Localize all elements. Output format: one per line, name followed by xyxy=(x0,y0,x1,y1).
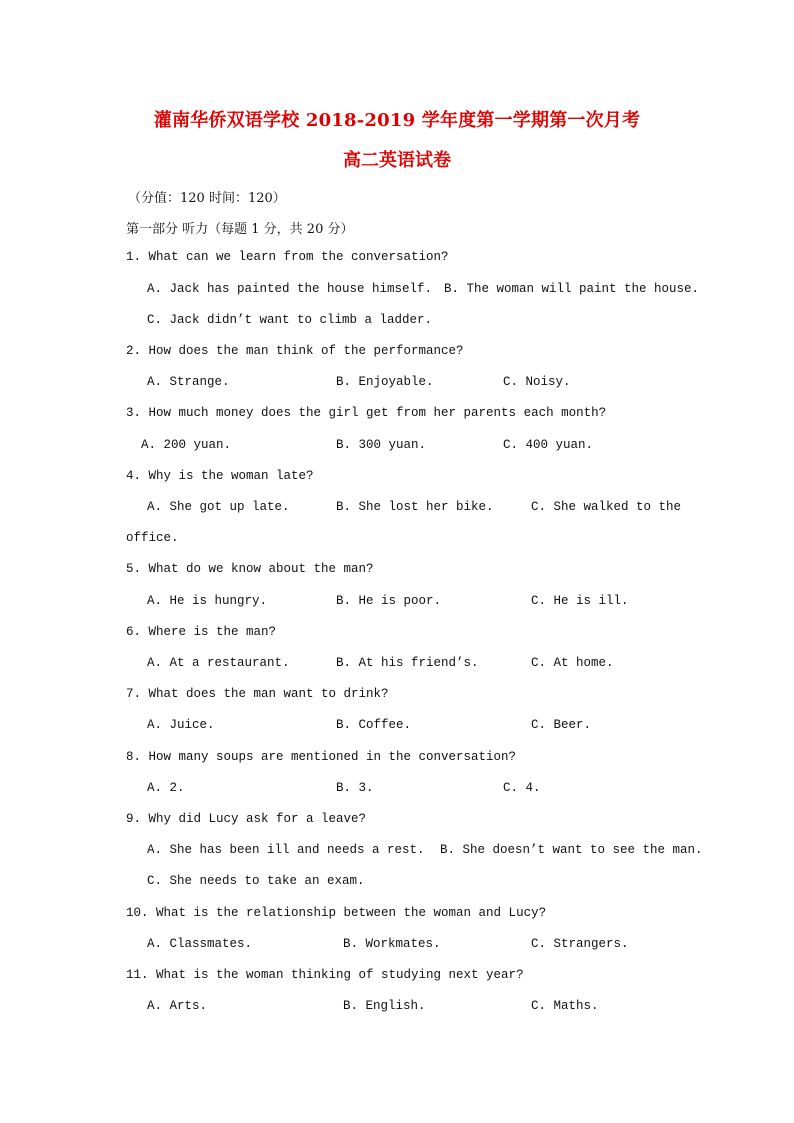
q9-option-b: B. She doesn’t want to see the man. xyxy=(440,843,703,857)
q9-option-a: A. She has been ill and needs a rest. xyxy=(147,843,425,857)
q9-option-c: C. She needs to take an exam. xyxy=(147,874,365,888)
q7-option-a: A. Juice. xyxy=(147,718,215,732)
q8-option-a: A. 2. xyxy=(147,781,185,795)
q5-option-c: C. He is ill. xyxy=(531,594,629,608)
question-8: 8. How many soups are mentioned in the conversation? xyxy=(126,750,517,764)
q2-option-a: A. Strange. xyxy=(147,375,230,389)
q3-option-a: A. 200 yuan. xyxy=(141,438,232,452)
question-1: 1. What can we learn from the conversation? xyxy=(126,250,449,264)
score-time: （分值：120 时间：120） xyxy=(128,191,286,206)
q1-option-c: C. Jack didn’t want to climb a ladder. xyxy=(147,313,433,327)
question-3: 3. How much money does the girl get from her parents each month? xyxy=(126,406,607,420)
q6-option-c: C. At home. xyxy=(531,656,614,670)
section-heading: 第一部分 听力（每题 1 分，共 20 分） xyxy=(126,222,354,237)
question-10: 10. What is the relationship between the woman and Lucy? xyxy=(126,906,547,920)
q2-option-c: C. Noisy. xyxy=(503,375,571,389)
q4-option-c: C. She walked to the xyxy=(531,500,682,514)
q11-option-b: B. English. xyxy=(343,999,426,1013)
question-4: 4. Why is the woman late? xyxy=(126,469,314,483)
q11-option-c: C. Maths. xyxy=(531,999,599,1013)
q10-option-b: B. Workmates. xyxy=(343,937,441,951)
q3-option-b: B. 300 yuan. xyxy=(336,438,427,452)
exam-title: 灌南华侨双语学校 2018-2019 学年度第一学期第一次月考 xyxy=(153,110,641,131)
q1-option-a: A. Jack has painted the house himself. xyxy=(147,282,433,296)
question-7: 7. What does the man want to drink? xyxy=(126,687,389,701)
q10-option-c: C. Strangers. xyxy=(531,937,629,951)
q10-option-a: A. Classmates. xyxy=(147,937,253,951)
question-11: 11. What is the woman thinking of studying next year? xyxy=(126,968,524,982)
q11-option-a: A. Arts. xyxy=(147,999,208,1013)
q4-option-a: A. She got up late. xyxy=(147,500,290,514)
q7-option-b: B. Coffee. xyxy=(336,718,412,732)
q7-option-c: C. Beer. xyxy=(531,718,592,732)
q8-option-b: B. 3. xyxy=(336,781,374,795)
q6-option-b: B. At his friend’s. xyxy=(336,656,479,670)
q2-option-b: B. Enjoyable. xyxy=(336,375,434,389)
question-5: 5. What do we know about the man? xyxy=(126,562,374,576)
q3-option-c: C. 400 yuan. xyxy=(503,438,594,452)
q5-option-b: B. He is poor. xyxy=(336,594,442,608)
q1-option-b: B. The woman will paint the house. xyxy=(444,282,700,296)
exam-subtitle: 高二英语试卷 xyxy=(343,150,451,171)
q4-option-c-continued: office. xyxy=(126,531,179,545)
question-6: 6. Where is the man? xyxy=(126,625,277,639)
question-9: 9. Why did Lucy ask for a leave? xyxy=(126,812,367,826)
q5-option-a: A. He is hungry. xyxy=(147,594,268,608)
q4-option-b: B. She lost her bike. xyxy=(336,500,494,514)
question-2: 2. How does the man think of the performance? xyxy=(126,344,464,358)
q6-option-a: A. At a restaurant. xyxy=(147,656,290,670)
q8-option-c: C. 4. xyxy=(503,781,541,795)
